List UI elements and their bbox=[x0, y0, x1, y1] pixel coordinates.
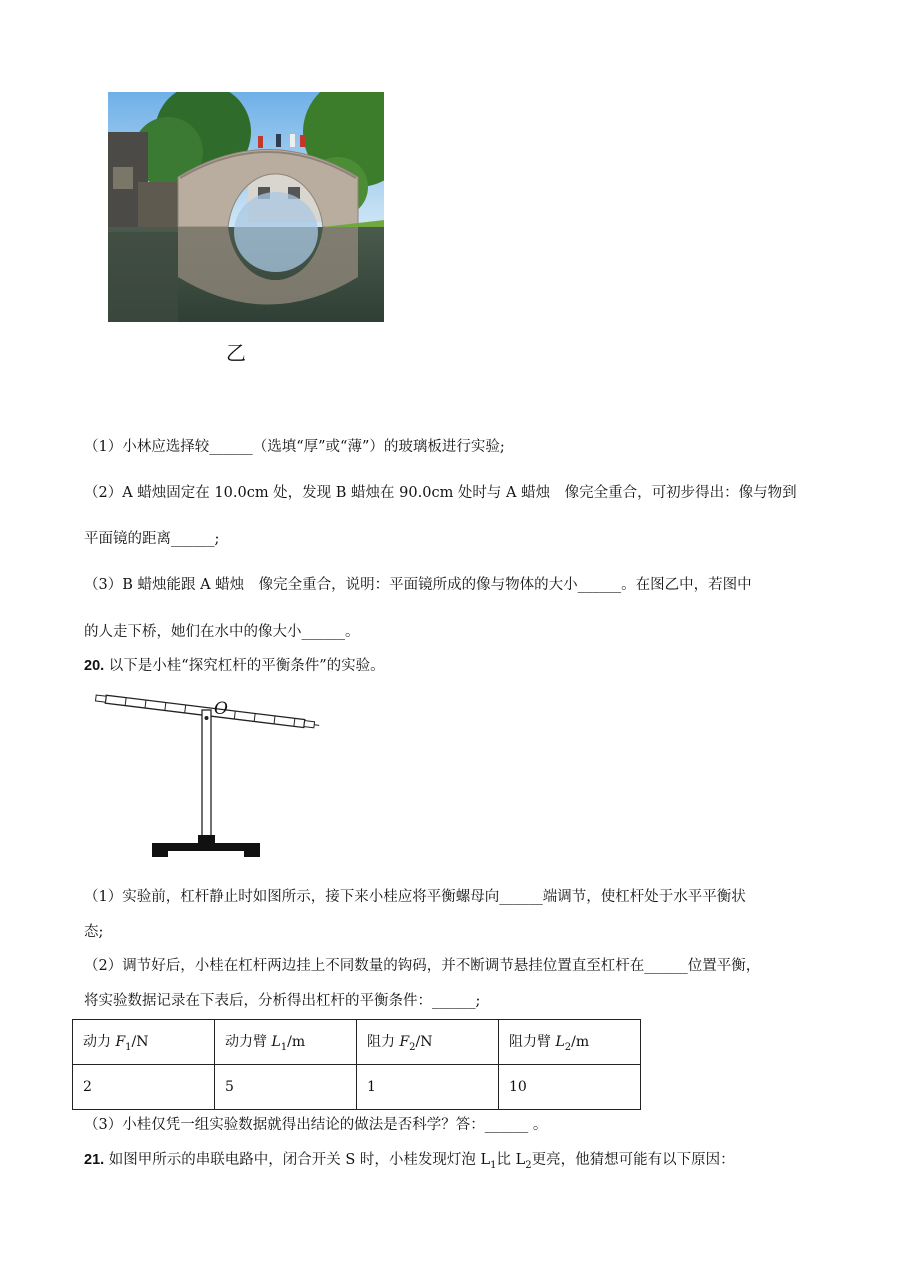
table-header-cell: 阻力臂 $L_2/m$ bbox=[499, 1020, 641, 1065]
table-header-cell: 阻力 $F_2/N$ bbox=[357, 1020, 499, 1065]
table-header-row bbox=[73, 1020, 641, 1065]
table-header-cell: 动力 $F_1/N$ bbox=[73, 1020, 215, 1065]
q19-part3-line1: （3）B 蜡烛能跟 A 蜡烛 像完全重合，说明：平面镜所成的像与物体的大小______。在图乙中，若图中 bbox=[84, 577, 752, 593]
table-cell: 1 bbox=[357, 1065, 499, 1110]
q21-number: 21. bbox=[84, 1152, 105, 1168]
table-cell: 2 bbox=[73, 1065, 215, 1110]
table-cell: 5 bbox=[215, 1065, 357, 1110]
q19-part3-line2: 的人走下桥，她们在水中的像大小______。 bbox=[84, 624, 360, 640]
q19-part2-line1: （2）A 蜡烛固定在 10.0cm 处，发现 B 蜡烛在 90.0cm 处时与 A 蜡烛 像完全重合，可初步得出：像与物到 bbox=[84, 485, 797, 501]
pivot-label-o: O bbox=[214, 699, 228, 719]
q19-part1: （1）小林应选择较______（选填“厚”或“薄”）的玻璃板进行实验; bbox=[84, 439, 505, 455]
table-header-cell: 动力臂 $L_1/m$ bbox=[215, 1020, 357, 1065]
q20-heading bbox=[84, 654, 385, 675]
bridge-photo bbox=[108, 92, 384, 322]
table-row bbox=[73, 1065, 641, 1110]
q20-part1-line1: （1）实验前，杠杆静止时如图所示，接下来小桂应将平衡螺母向______端调节，使杠杆处于水平平衡状 bbox=[84, 889, 746, 905]
q21-text: 21. 如图甲所示的串联电路中，闭合开关 S 时，小桂发现灯泡 $L_1$比 $L_2$更亮，他猜想可能有以下原因： bbox=[84, 1152, 735, 1171]
lever-diagram bbox=[90, 688, 330, 863]
figure-caption-yi: 乙 bbox=[226, 341, 246, 365]
table-cell: 10 bbox=[499, 1065, 641, 1110]
q19-part2-line2: 平面镜的距离______; bbox=[84, 531, 220, 547]
q20-title: 以下是小桂“探究杠杆的平衡条件”的实验。 bbox=[108, 658, 385, 674]
q20-part2-line1: （2）调节好后，小桂在杠杆两边挂上不同数量的钩码，并不断调节悬挂位置直至杠杆在______位置平衡， bbox=[84, 958, 761, 974]
q20-number: 20. bbox=[84, 658, 105, 674]
q20-part2-line2: 将实验数据记录在下表后，分析得出杠杆的平衡条件：______; bbox=[84, 993, 481, 1009]
q20-part1-line2: 态; bbox=[84, 924, 104, 940]
q20-part3: （3）小桂仅凭一组实验数据就得出结论的做法是否科学？答：______ 。 bbox=[84, 1117, 548, 1133]
lever-data-table bbox=[72, 1019, 641, 1110]
